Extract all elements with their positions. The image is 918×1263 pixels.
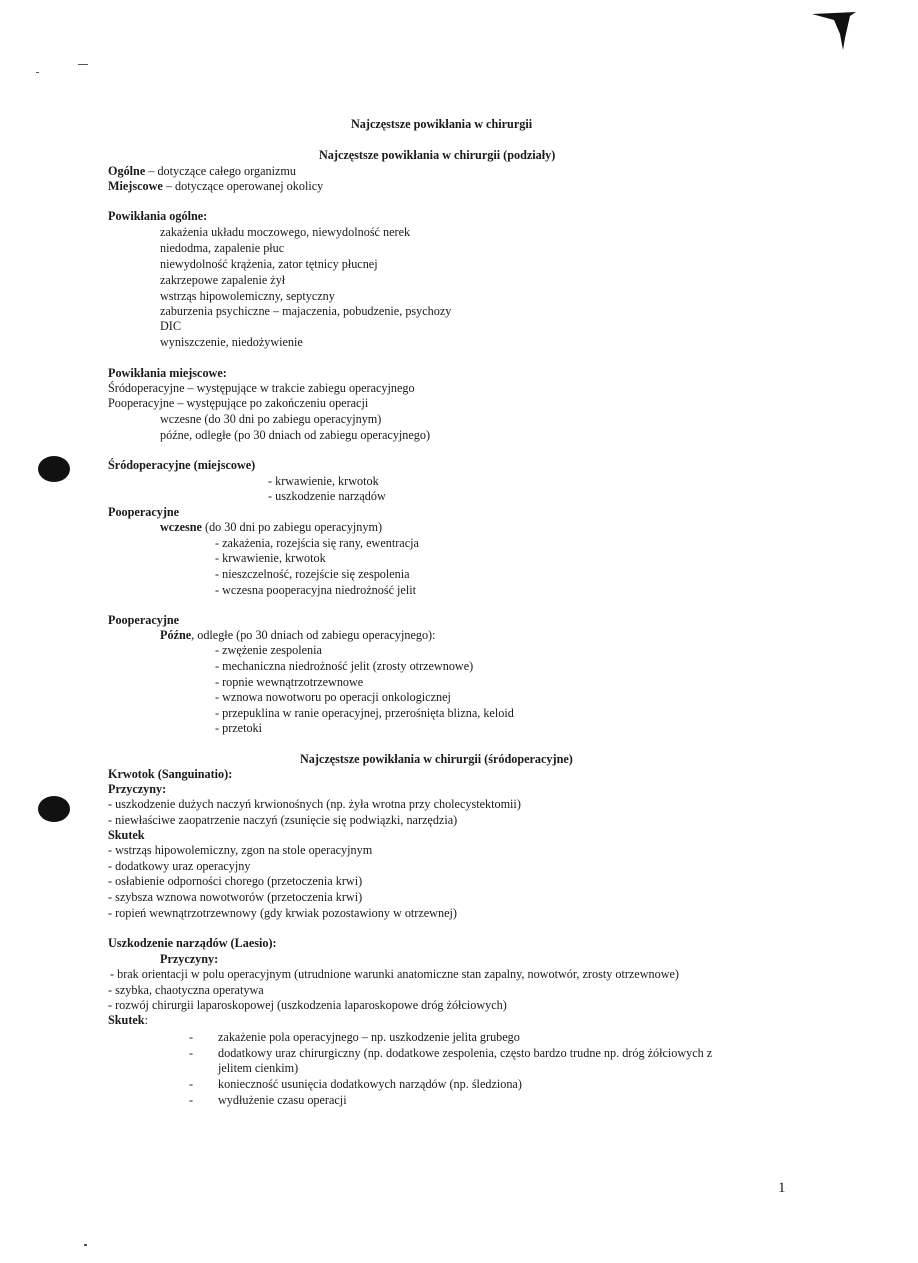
list-item: - ropień wewnątrzotrzewnowy (gdy krwiak pozostawiony w otrzewnej) — [108, 906, 457, 920]
scan-speck — [36, 72, 39, 73]
list-item: niewydolność krążenia, zator tętnicy płucnej — [160, 257, 378, 271]
list-item: - krwawienie, krwotok — [215, 551, 326, 565]
heading-pooperacyjne-pozne: Pooperacyjne — [108, 613, 180, 627]
section-heading-srodoperacyjne: Najczęstsze powikłania w chirurgii (śródoperacyjne) — [300, 752, 573, 766]
list-item: - szybsza wznowa nowotworów (przetoczenia krwi) — [108, 890, 363, 904]
ogolne-line — [108, 164, 296, 180]
skutek-label: Skutek — [108, 1013, 145, 1027]
list-item: DIC — [160, 319, 181, 333]
przyczyny-label: Przyczyny: — [160, 952, 219, 966]
list-item: - ropnie wewnątrzotrzewnowe — [215, 675, 364, 689]
list-item: - zakażenia, rozejścia się rany, ewentracja — [215, 536, 419, 550]
list-item: - rozwój chirurgii laparoskopowej (uszkodzenia laparoskopowe dróg żółciowych) — [108, 998, 507, 1012]
hole-punch-mark-2 — [38, 796, 70, 822]
heading-pooperacyjne-wczesne: Pooperacyjne — [108, 505, 180, 519]
list-item: zakrzepowe zapalenie żył — [160, 273, 286, 287]
przyczyny-label: Przyczyny: — [108, 782, 167, 796]
list-item: - mechaniczna niedrożność jelit (zrosty otrzewnowe) — [215, 659, 474, 673]
bullet-dash: - — [189, 1093, 194, 1107]
page-number: 1 — [778, 1180, 786, 1196]
pozne-text: , odległe (po 30 dniach od zabiegu operacyjnego): — [191, 628, 436, 642]
section-heading-podzialy: Najczęstsze powikłania w chirurgii (podziały) — [319, 148, 556, 162]
heading-srodoperacyjne-miejscowe: Śródoperacyjne (miejscowe) — [108, 458, 256, 472]
document-title: Najczęstsze powikłania w chirurgii — [351, 117, 533, 131]
list-item: - wstrząs hipowolemiczny, zgon na stole operacyjnym — [108, 843, 373, 857]
miejscowe-line — [108, 179, 323, 195]
bullet-dash: - — [189, 1077, 194, 1091]
list-item: - uszkodzenie narządów — [268, 489, 386, 503]
list-item: wstrząs hipowolemiczny, septyczny — [160, 289, 335, 303]
wczesne-text: (do 30 dni po zabiegu operacyjnym) — [201, 520, 383, 534]
miejscowe-label: Miejscowe — [108, 179, 163, 193]
skutek-line — [108, 1013, 148, 1029]
miejscowe-text: – dotyczące operowanej okolicy — [162, 179, 324, 193]
list-item: - uszkodzenie dużych naczyń krwionośnych (np. żyła wrotna przy cholecystektomii) — [108, 797, 521, 811]
skutek-label: Skutek — [108, 828, 145, 842]
list-item: niedodma, zapalenie płuc — [160, 241, 285, 255]
heading-powiklania-miejscowe: Powikłania miejscowe: — [108, 366, 227, 380]
list-item: zakażenie pola operacyjnego – np. uszkodzenie jelita grubego — [218, 1030, 520, 1044]
heading-powiklania-ogolne: Powikłania ogólne: — [108, 209, 208, 223]
corner-mark — [810, 8, 860, 53]
list-item: - przepuklina w ranie operacyjnej, przerośnięta blizna, keloid — [215, 706, 514, 720]
hole-punch-mark-1 — [38, 456, 70, 482]
list-item: konieczność usunięcia dodatkowych narządów (np. śledziona) — [218, 1077, 522, 1091]
text-line: wczesne (do 30 dni po zabiegu operacyjnym) — [160, 412, 382, 426]
wczesne-label: wczesne — [160, 520, 202, 534]
list-item: - zwężenie zespolenia — [215, 643, 322, 657]
heading-uszkodzenie: Uszkodzenie narządów (Laesio): — [108, 936, 277, 950]
text-line: Pooperacyjne – występujące po zakończeniu operacji — [108, 396, 369, 410]
bullet-dash: - — [189, 1030, 194, 1044]
scan-speck — [84, 1244, 87, 1246]
list-item: - przetoki — [215, 721, 263, 735]
text-line: późne, odległe (po 30 dniach od zabiegu operacyjnego) — [160, 428, 431, 442]
list-item: - dodatkowy uraz operacyjny — [108, 859, 251, 873]
list-item-continuation: jelitem cienkim) — [218, 1061, 299, 1075]
ogolne-text: – dotyczące całego organizmu — [145, 164, 296, 178]
wczesne-line — [160, 520, 382, 536]
list-item: - wznowa nowotworu po operacji onkologicznej — [215, 690, 451, 704]
list-item: - osłabienie odporności chorego (przetoczenia krwi) — [108, 874, 363, 888]
list-item: - nieszczelność, rozejście się zespolenia — [215, 567, 410, 581]
ogolne-label: Ogólne — [108, 164, 146, 178]
list-item: - krwawienie, krwotok — [268, 474, 379, 488]
list-item: - wczesna pooperacyjna niedrożność jelit — [215, 583, 417, 597]
list-item: - brak orientacji w polu operacyjnym (utrudnione warunki anatomiczne stan zapalny, nowotwór, zrosty otrzewnowe) — [110, 967, 679, 981]
list-item: zaburzenia psychiczne – majaczenia, pobudzenie, psychozy — [160, 304, 452, 318]
list-item: - szybka, chaotyczna operatywa — [108, 983, 264, 997]
bullet-dash: - — [189, 1046, 194, 1060]
list-item: dodatkowy uraz chirurgiczny (np. dodatkowe zespolenia, często bardzo trudne np. dróg żółciowych z — [218, 1046, 713, 1060]
list-item: - niewłaściwe zaopatrzenie naczyń (zsunięcie się podwiązki, narzędzia) — [108, 813, 458, 827]
skutek-colon: : — [144, 1013, 148, 1027]
scan-speck — [78, 64, 88, 65]
text-line: Śródoperacyjne – występujące w trakcie zabiegu operacyjnego — [108, 381, 415, 395]
list-item: wydłużenie czasu operacji — [218, 1093, 347, 1107]
heading-krwotok: Krwotok (Sanguinatio): — [108, 767, 233, 781]
pozne-label: Późne — [160, 628, 192, 642]
list-item: zakażenia układu moczowego, niewydolność nerek — [160, 225, 411, 239]
list-item: wyniszczenie, niedożywienie — [160, 335, 303, 349]
pozne-line — [160, 628, 435, 644]
